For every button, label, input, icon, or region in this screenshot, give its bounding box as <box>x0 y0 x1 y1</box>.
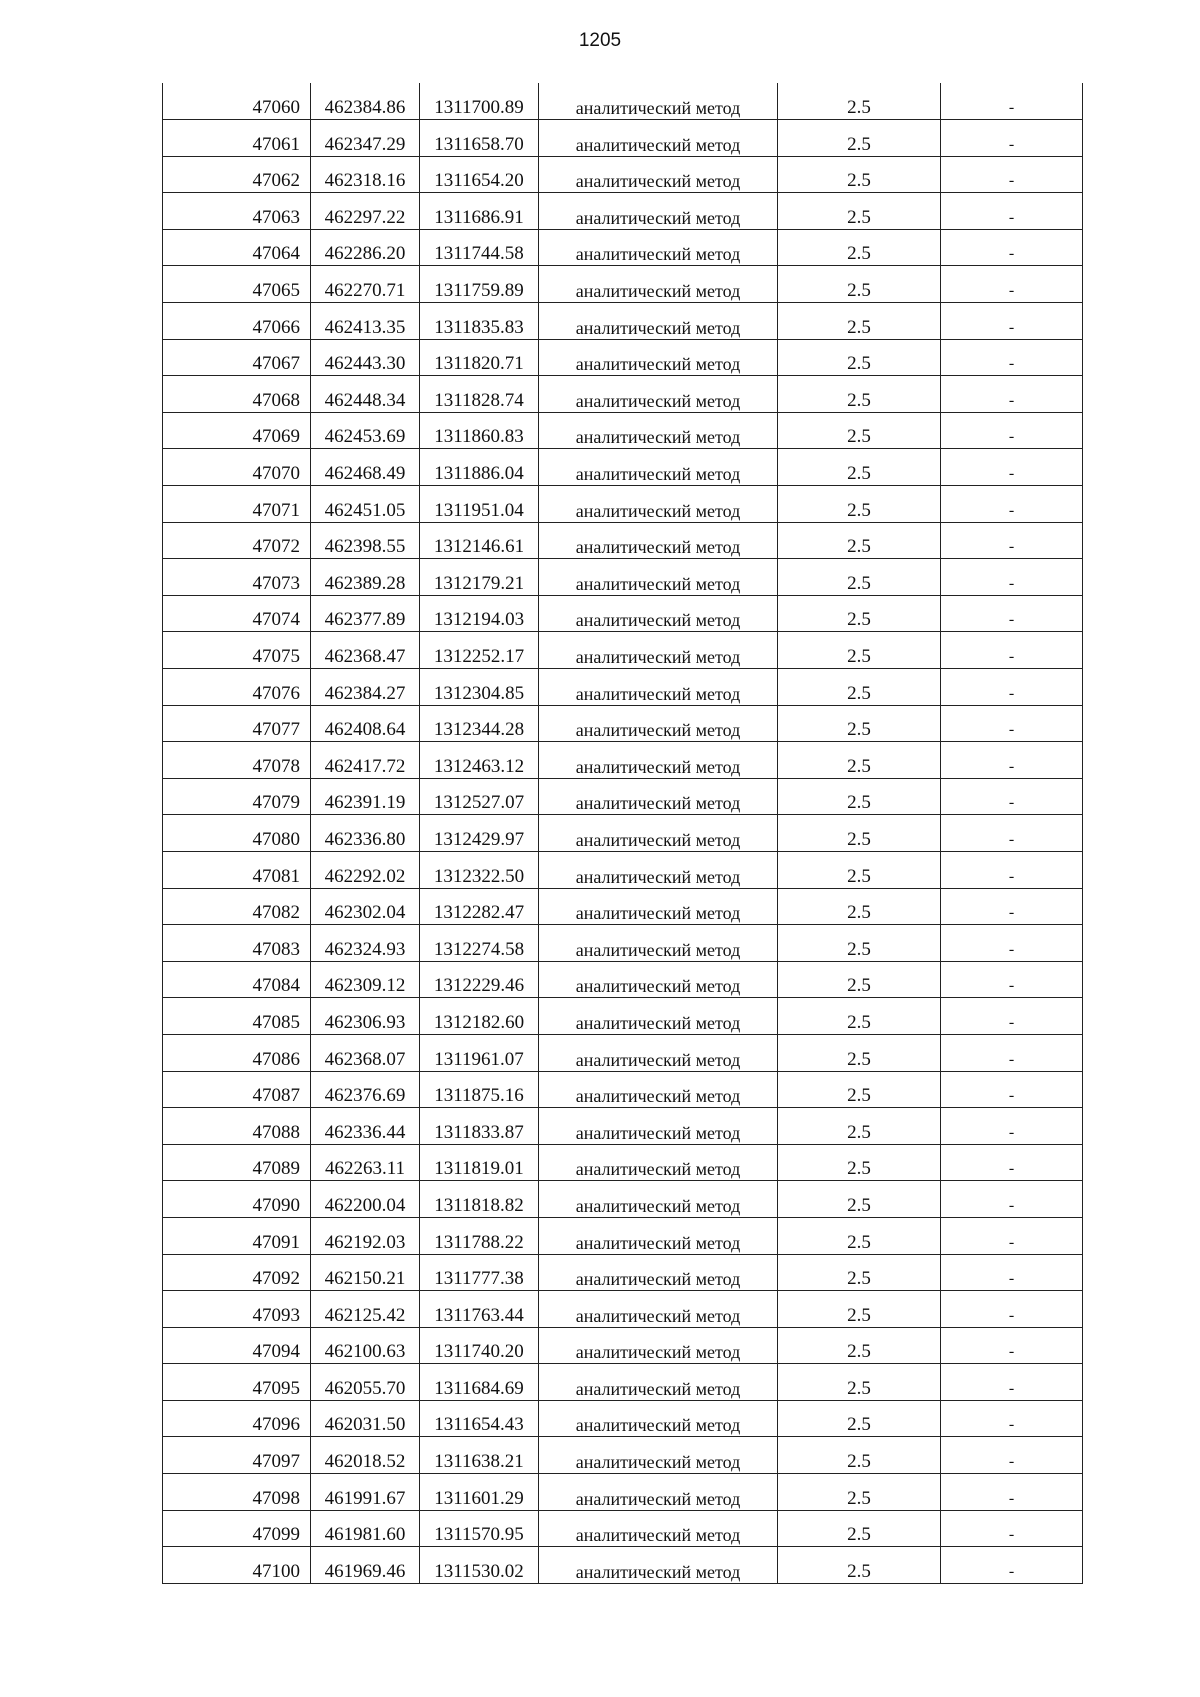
accuracy-cell: 2.5 <box>778 1510 941 1547</box>
table-row <box>163 1181 1083 1218</box>
accuracy-cell: 2.5 <box>778 266 941 303</box>
x-coordinate-cell: 462443.30 <box>311 339 420 376</box>
table-row <box>163 193 1083 230</box>
point-number-cell: 47060 <box>163 83 311 120</box>
table-row <box>163 595 1083 632</box>
y-coordinate-cell: 1312282.47 <box>420 888 539 925</box>
method-cell: аналитический метод <box>539 156 778 193</box>
method-cell: аналитический метод <box>539 120 778 157</box>
point-number-cell: 47077 <box>163 705 311 742</box>
x-coordinate-cell: 462150.21 <box>311 1254 420 1291</box>
x-coordinate-cell: 462391.19 <box>311 778 420 815</box>
accuracy-cell: 2.5 <box>778 412 941 449</box>
note-cell: - <box>941 1474 1083 1511</box>
method-cell: аналитический метод <box>539 815 778 852</box>
y-coordinate-cell: 1312274.58 <box>420 925 539 962</box>
table-row <box>163 1327 1083 1364</box>
x-coordinate-cell: 462384.86 <box>311 83 420 120</box>
y-coordinate-cell: 1311828.74 <box>420 376 539 413</box>
accuracy-cell: 2.5 <box>778 632 941 669</box>
method-cell: аналитический метод <box>539 851 778 888</box>
note-cell: - <box>941 1181 1083 1218</box>
y-coordinate-cell: 1311601.29 <box>420 1474 539 1511</box>
y-coordinate-cell: 1311654.43 <box>420 1400 539 1437</box>
x-coordinate-cell: 462306.93 <box>311 998 420 1035</box>
accuracy-cell: 2.5 <box>778 303 941 340</box>
accuracy-cell: 2.5 <box>778 376 941 413</box>
y-coordinate-cell: 1312179.21 <box>420 559 539 596</box>
method-cell: аналитический метод <box>539 1108 778 1145</box>
table-row <box>163 522 1083 559</box>
method-cell: аналитический метод <box>539 449 778 486</box>
accuracy-cell: 2.5 <box>778 742 941 779</box>
method-cell: аналитический метод <box>539 1144 778 1181</box>
x-coordinate-cell: 462192.03 <box>311 1217 420 1254</box>
method-cell: аналитический метод <box>539 303 778 340</box>
note-cell: - <box>941 303 1083 340</box>
table-row <box>163 632 1083 669</box>
note-cell: - <box>941 851 1083 888</box>
method-cell: аналитический метод <box>539 412 778 449</box>
point-number-cell: 47073 <box>163 559 311 596</box>
y-coordinate-cell: 1311744.58 <box>420 229 539 266</box>
note-cell: - <box>941 486 1083 523</box>
method-cell: аналитический метод <box>539 1437 778 1474</box>
x-coordinate-cell: 462347.29 <box>311 120 420 157</box>
accuracy-cell: 2.5 <box>778 193 941 230</box>
point-number-cell: 47083 <box>163 925 311 962</box>
table-row <box>163 303 1083 340</box>
point-number-cell: 47095 <box>163 1364 311 1401</box>
point-number-cell: 47061 <box>163 120 311 157</box>
table-row <box>163 266 1083 303</box>
y-coordinate-cell: 1311835.83 <box>420 303 539 340</box>
note-cell: - <box>941 339 1083 376</box>
note-cell: - <box>941 1400 1083 1437</box>
note-cell: - <box>941 961 1083 998</box>
x-coordinate-cell: 462270.71 <box>311 266 420 303</box>
table-row <box>163 669 1083 706</box>
accuracy-cell: 2.5 <box>778 156 941 193</box>
x-coordinate-cell: 462413.35 <box>311 303 420 340</box>
point-number-cell: 47069 <box>163 412 311 449</box>
y-coordinate-cell: 1312194.03 <box>420 595 539 632</box>
y-coordinate-cell: 1311788.22 <box>420 1217 539 1254</box>
note-cell: - <box>941 120 1083 157</box>
accuracy-cell: 2.5 <box>778 1254 941 1291</box>
method-cell: аналитический метод <box>539 559 778 596</box>
x-coordinate-cell: 462292.02 <box>311 851 420 888</box>
x-coordinate-cell: 462324.93 <box>311 925 420 962</box>
point-number-cell: 47089 <box>163 1144 311 1181</box>
point-number-cell: 47096 <box>163 1400 311 1437</box>
x-coordinate-cell: 462389.28 <box>311 559 420 596</box>
accuracy-cell: 2.5 <box>778 925 941 962</box>
point-number-cell: 47078 <box>163 742 311 779</box>
note-cell: - <box>941 412 1083 449</box>
accuracy-cell: 2.5 <box>778 449 941 486</box>
point-number-cell: 47075 <box>163 632 311 669</box>
table-row <box>163 1071 1083 1108</box>
accuracy-cell: 2.5 <box>778 1547 941 1584</box>
note-cell: - <box>941 266 1083 303</box>
x-coordinate-cell: 461981.60 <box>311 1510 420 1547</box>
x-coordinate-cell: 462408.64 <box>311 705 420 742</box>
point-number-cell: 47070 <box>163 449 311 486</box>
y-coordinate-cell: 1312182.60 <box>420 998 539 1035</box>
accuracy-cell: 2.5 <box>778 1108 941 1145</box>
accuracy-cell: 2.5 <box>778 595 941 632</box>
x-coordinate-cell: 462448.34 <box>311 376 420 413</box>
method-cell: аналитический метод <box>539 1400 778 1437</box>
point-number-cell: 47071 <box>163 486 311 523</box>
note-cell: - <box>941 705 1083 742</box>
y-coordinate-cell: 1312463.12 <box>420 742 539 779</box>
y-coordinate-cell: 1311638.21 <box>420 1437 539 1474</box>
table-row <box>163 376 1083 413</box>
table-row <box>163 1364 1083 1401</box>
table-row <box>163 961 1083 998</box>
method-cell: аналитический метод <box>539 266 778 303</box>
y-coordinate-cell: 1311700.89 <box>420 83 539 120</box>
x-coordinate-cell: 462453.69 <box>311 412 420 449</box>
y-coordinate-cell: 1311654.20 <box>420 156 539 193</box>
accuracy-cell: 2.5 <box>778 1437 941 1474</box>
note-cell: - <box>941 559 1083 596</box>
note-cell: - <box>941 1034 1083 1071</box>
table-row <box>163 449 1083 486</box>
x-coordinate-cell: 462368.47 <box>311 632 420 669</box>
table-row <box>163 339 1083 376</box>
x-coordinate-cell: 462377.89 <box>311 595 420 632</box>
x-coordinate-cell: 462398.55 <box>311 522 420 559</box>
y-coordinate-cell: 1312304.85 <box>420 669 539 706</box>
point-number-cell: 47074 <box>163 595 311 632</box>
method-cell: аналитический метод <box>539 486 778 523</box>
y-coordinate-cell: 1312322.50 <box>420 851 539 888</box>
method-cell: аналитический метод <box>539 998 778 1035</box>
accuracy-cell: 2.5 <box>778 1474 941 1511</box>
y-coordinate-cell: 1312429.97 <box>420 815 539 852</box>
table-row <box>163 1144 1083 1181</box>
y-coordinate-cell: 1312527.07 <box>420 778 539 815</box>
note-cell: - <box>941 1510 1083 1547</box>
method-cell: аналитический метод <box>539 229 778 266</box>
note-cell: - <box>941 376 1083 413</box>
note-cell: - <box>941 449 1083 486</box>
point-number-cell: 47080 <box>163 815 311 852</box>
method-cell: аналитический метод <box>539 778 778 815</box>
method-cell: аналитический метод <box>539 522 778 559</box>
accuracy-cell: 2.5 <box>778 705 941 742</box>
point-number-cell: 47094 <box>163 1327 311 1364</box>
accuracy-cell: 2.5 <box>778 1400 941 1437</box>
table-row <box>163 156 1083 193</box>
note-cell: - <box>941 1547 1083 1584</box>
table-row <box>163 120 1083 157</box>
table-row <box>163 1510 1083 1547</box>
y-coordinate-cell: 1312252.17 <box>420 632 539 669</box>
table-row <box>163 851 1083 888</box>
coordinates-table <box>162 83 1083 1584</box>
point-number-cell: 47091 <box>163 1217 311 1254</box>
y-coordinate-cell: 1311886.04 <box>420 449 539 486</box>
method-cell: аналитический метод <box>539 705 778 742</box>
x-coordinate-cell: 462318.16 <box>311 156 420 193</box>
method-cell: аналитический метод <box>539 1071 778 1108</box>
table-row <box>163 1547 1083 1584</box>
accuracy-cell: 2.5 <box>778 83 941 120</box>
y-coordinate-cell: 1311820.71 <box>420 339 539 376</box>
point-number-cell: 47100 <box>163 1547 311 1584</box>
point-number-cell: 47088 <box>163 1108 311 1145</box>
method-cell: аналитический метод <box>539 1364 778 1401</box>
note-cell: - <box>941 1217 1083 1254</box>
coordinates-table-body <box>163 83 1083 1583</box>
y-coordinate-cell: 1311763.44 <box>420 1291 539 1328</box>
method-cell: аналитический метод <box>539 1547 778 1584</box>
method-cell: аналитический метод <box>539 961 778 998</box>
y-coordinate-cell: 1311833.87 <box>420 1108 539 1145</box>
x-coordinate-cell: 462018.52 <box>311 1437 420 1474</box>
note-cell: - <box>941 778 1083 815</box>
y-coordinate-cell: 1311961.07 <box>420 1034 539 1071</box>
accuracy-cell: 2.5 <box>778 229 941 266</box>
table-row <box>163 1474 1083 1511</box>
x-coordinate-cell: 462336.80 <box>311 815 420 852</box>
method-cell: аналитический метод <box>539 632 778 669</box>
table-row <box>163 925 1083 962</box>
x-coordinate-cell: 461969.46 <box>311 1547 420 1584</box>
table-row <box>163 1217 1083 1254</box>
point-number-cell: 47090 <box>163 1181 311 1218</box>
point-number-cell: 47067 <box>163 339 311 376</box>
note-cell: - <box>941 888 1083 925</box>
y-coordinate-cell: 1312146.61 <box>420 522 539 559</box>
accuracy-cell: 2.5 <box>778 559 941 596</box>
table-row <box>163 888 1083 925</box>
method-cell: аналитический метод <box>539 1291 778 1328</box>
note-cell: - <box>941 522 1083 559</box>
table-row <box>163 1034 1083 1071</box>
point-number-cell: 47063 <box>163 193 311 230</box>
y-coordinate-cell: 1311759.89 <box>420 266 539 303</box>
note-cell: - <box>941 595 1083 632</box>
accuracy-cell: 2.5 <box>778 851 941 888</box>
point-number-cell: 47099 <box>163 1510 311 1547</box>
point-number-cell: 47072 <box>163 522 311 559</box>
accuracy-cell: 2.5 <box>778 888 941 925</box>
method-cell: аналитический метод <box>539 1034 778 1071</box>
accuracy-cell: 2.5 <box>778 522 941 559</box>
y-coordinate-cell: 1312229.46 <box>420 961 539 998</box>
method-cell: аналитический метод <box>539 1474 778 1511</box>
x-coordinate-cell: 462297.22 <box>311 193 420 230</box>
point-number-cell: 47062 <box>163 156 311 193</box>
note-cell: - <box>941 1071 1083 1108</box>
accuracy-cell: 2.5 <box>778 1364 941 1401</box>
y-coordinate-cell: 1312344.28 <box>420 705 539 742</box>
x-coordinate-cell: 462286.20 <box>311 229 420 266</box>
x-coordinate-cell: 462031.50 <box>311 1400 420 1437</box>
page-number: 1205 <box>578 30 622 51</box>
accuracy-cell: 2.5 <box>778 1217 941 1254</box>
point-number-cell: 47092 <box>163 1254 311 1291</box>
note-cell: - <box>941 998 1083 1035</box>
accuracy-cell: 2.5 <box>778 1327 941 1364</box>
table-row <box>163 1400 1083 1437</box>
y-coordinate-cell: 1311860.83 <box>420 412 539 449</box>
note-cell: - <box>941 229 1083 266</box>
note-cell: - <box>941 1291 1083 1328</box>
table-row <box>163 486 1083 523</box>
point-number-cell: 47098 <box>163 1474 311 1511</box>
note-cell: - <box>941 815 1083 852</box>
note-cell: - <box>941 632 1083 669</box>
x-coordinate-cell: 462384.27 <box>311 669 420 706</box>
table-row <box>163 742 1083 779</box>
x-coordinate-cell: 461991.67 <box>311 1474 420 1511</box>
x-coordinate-cell: 462302.04 <box>311 888 420 925</box>
point-number-cell: 47097 <box>163 1437 311 1474</box>
method-cell: аналитический метод <box>539 925 778 962</box>
accuracy-cell: 2.5 <box>778 1071 941 1108</box>
table-row <box>163 83 1083 120</box>
point-number-cell: 47064 <box>163 229 311 266</box>
note-cell: - <box>941 156 1083 193</box>
method-cell: аналитический метод <box>539 376 778 413</box>
x-coordinate-cell: 462263.11 <box>311 1144 420 1181</box>
note-cell: - <box>941 193 1083 230</box>
accuracy-cell: 2.5 <box>778 120 941 157</box>
method-cell: аналитический метод <box>539 1327 778 1364</box>
method-cell: аналитический метод <box>539 83 778 120</box>
accuracy-cell: 2.5 <box>778 998 941 1035</box>
table-row <box>163 815 1083 852</box>
y-coordinate-cell: 1311570.95 <box>420 1510 539 1547</box>
accuracy-cell: 2.5 <box>778 669 941 706</box>
x-coordinate-cell: 462055.70 <box>311 1364 420 1401</box>
accuracy-cell: 2.5 <box>778 815 941 852</box>
table-row <box>163 412 1083 449</box>
point-number-cell: 47082 <box>163 888 311 925</box>
point-number-cell: 47066 <box>163 303 311 340</box>
method-cell: аналитический метод <box>539 339 778 376</box>
point-number-cell: 47087 <box>163 1071 311 1108</box>
point-number-cell: 47065 <box>163 266 311 303</box>
coordinates-table-container <box>162 83 1083 1584</box>
x-coordinate-cell: 462309.12 <box>311 961 420 998</box>
x-coordinate-cell: 462368.07 <box>311 1034 420 1071</box>
method-cell: аналитический метод <box>539 742 778 779</box>
point-number-cell: 47079 <box>163 778 311 815</box>
y-coordinate-cell: 1311875.16 <box>420 1071 539 1108</box>
table-row <box>163 559 1083 596</box>
note-cell: - <box>941 1254 1083 1291</box>
x-coordinate-cell: 462200.04 <box>311 1181 420 1218</box>
method-cell: аналитический метод <box>539 193 778 230</box>
method-cell: аналитический метод <box>539 595 778 632</box>
y-coordinate-cell: 1311684.69 <box>420 1364 539 1401</box>
method-cell: аналитический метод <box>539 1217 778 1254</box>
table-row <box>163 998 1083 1035</box>
accuracy-cell: 2.5 <box>778 486 941 523</box>
table-row <box>163 229 1083 266</box>
accuracy-cell: 2.5 <box>778 961 941 998</box>
y-coordinate-cell: 1311819.01 <box>420 1144 539 1181</box>
point-number-cell: 47081 <box>163 851 311 888</box>
note-cell: - <box>941 83 1083 120</box>
note-cell: - <box>941 1437 1083 1474</box>
method-cell: аналитический метод <box>539 669 778 706</box>
accuracy-cell: 2.5 <box>778 1291 941 1328</box>
x-coordinate-cell: 462451.05 <box>311 486 420 523</box>
x-coordinate-cell: 462468.49 <box>311 449 420 486</box>
point-number-cell: 47093 <box>163 1291 311 1328</box>
method-cell: аналитический метод <box>539 888 778 925</box>
point-number-cell: 47085 <box>163 998 311 1035</box>
note-cell: - <box>941 1364 1083 1401</box>
point-number-cell: 47068 <box>163 376 311 413</box>
note-cell: - <box>941 925 1083 962</box>
accuracy-cell: 2.5 <box>778 1034 941 1071</box>
accuracy-cell: 2.5 <box>778 778 941 815</box>
note-cell: - <box>941 1144 1083 1181</box>
accuracy-cell: 2.5 <box>778 1144 941 1181</box>
y-coordinate-cell: 1311530.02 <box>420 1547 539 1584</box>
x-coordinate-cell: 462125.42 <box>311 1291 420 1328</box>
table-row <box>163 1437 1083 1474</box>
x-coordinate-cell: 462100.63 <box>311 1327 420 1364</box>
method-cell: аналитический метод <box>539 1181 778 1218</box>
point-number-cell: 47084 <box>163 961 311 998</box>
note-cell: - <box>941 742 1083 779</box>
method-cell: аналитический метод <box>539 1510 778 1547</box>
x-coordinate-cell: 462336.44 <box>311 1108 420 1145</box>
y-coordinate-cell: 1311951.04 <box>420 486 539 523</box>
note-cell: - <box>941 1327 1083 1364</box>
y-coordinate-cell: 1311818.82 <box>420 1181 539 1218</box>
table-row <box>163 705 1083 742</box>
table-row <box>163 1291 1083 1328</box>
y-coordinate-cell: 1311777.38 <box>420 1254 539 1291</box>
method-cell: аналитический метод <box>539 1254 778 1291</box>
accuracy-cell: 2.5 <box>778 1181 941 1218</box>
point-number-cell: 47086 <box>163 1034 311 1071</box>
table-row <box>163 778 1083 815</box>
table-row <box>163 1254 1083 1291</box>
point-number-cell: 47076 <box>163 669 311 706</box>
accuracy-cell: 2.5 <box>778 339 941 376</box>
x-coordinate-cell: 462417.72 <box>311 742 420 779</box>
y-coordinate-cell: 1311740.20 <box>420 1327 539 1364</box>
table-row <box>163 1108 1083 1145</box>
y-coordinate-cell: 1311686.91 <box>420 193 539 230</box>
x-coordinate-cell: 462376.69 <box>311 1071 420 1108</box>
y-coordinate-cell: 1311658.70 <box>420 120 539 157</box>
note-cell: - <box>941 669 1083 706</box>
note-cell: - <box>941 1108 1083 1145</box>
